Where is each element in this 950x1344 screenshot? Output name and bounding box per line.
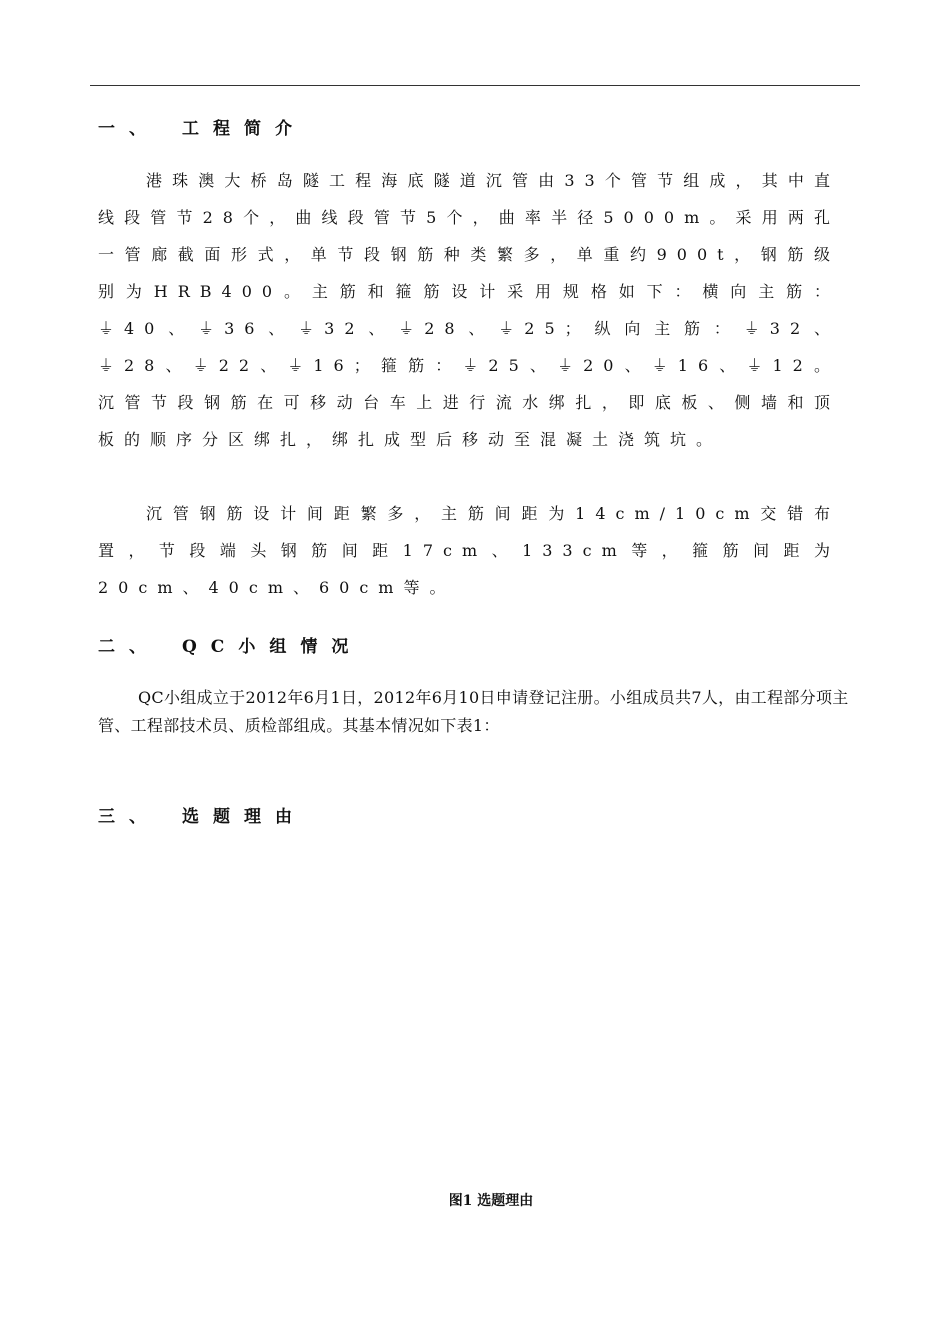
header-rule [90, 85, 860, 86]
qc-group-paragraph: QC小组成立于2012年6月1日，2012年6月10日申请登记注册。小组成员共7人，由工程部分项主管、工程部技术员、质检部组成。其基本情况如下表1： [98, 688, 849, 735]
section-heading-3 [98, 802, 306, 827]
intro-paragraph-1: 港珠澳大桥岛隧工程海底隧道沉管由33个管节组成，其中直线段管节28个，曲线段管节5个，曲率半径5000m。采用两孔一管廊截面形式，单节段钢筋种类繁多，单重约900t，钢筋级别为HRB400。主筋和箍筋设计采用规格如下：横向主筋：⏚40、⏚36、⏚32、⏚28、⏚25；纵向主筋：⏚32、⏚28、⏚22、⏚16；箍筋：⏚25、⏚20、⏚16、⏚12。沉管节段钢筋在可移动台车上进行流水绑扎，即底板、侧墙和顶板的顺序分区绑扎，绑扎成型后移动至混凝土浇筑坑。 [98, 171, 840, 449]
section-number: 一、 [98, 119, 160, 139]
section-number: 二、 [98, 637, 160, 657]
section-title: QC小组情况 [182, 637, 363, 657]
figure-caption: 图1 选题理由 [448, 1193, 534, 1209]
section-heading-2 [98, 632, 362, 657]
section-title: 工程简介 [182, 119, 306, 139]
section-title: 选题理由 [182, 807, 306, 827]
section-heading-1 [98, 114, 306, 139]
section-number: 三、 [98, 807, 160, 827]
intro-paragraph-2: 沉管钢筋设计间距繁多，主筋间距为14cm/10cm交错布置，节段端头钢筋间距17cm、133cm等，箍筋间距为20cm、40cm、60cm等。 [98, 504, 840, 597]
